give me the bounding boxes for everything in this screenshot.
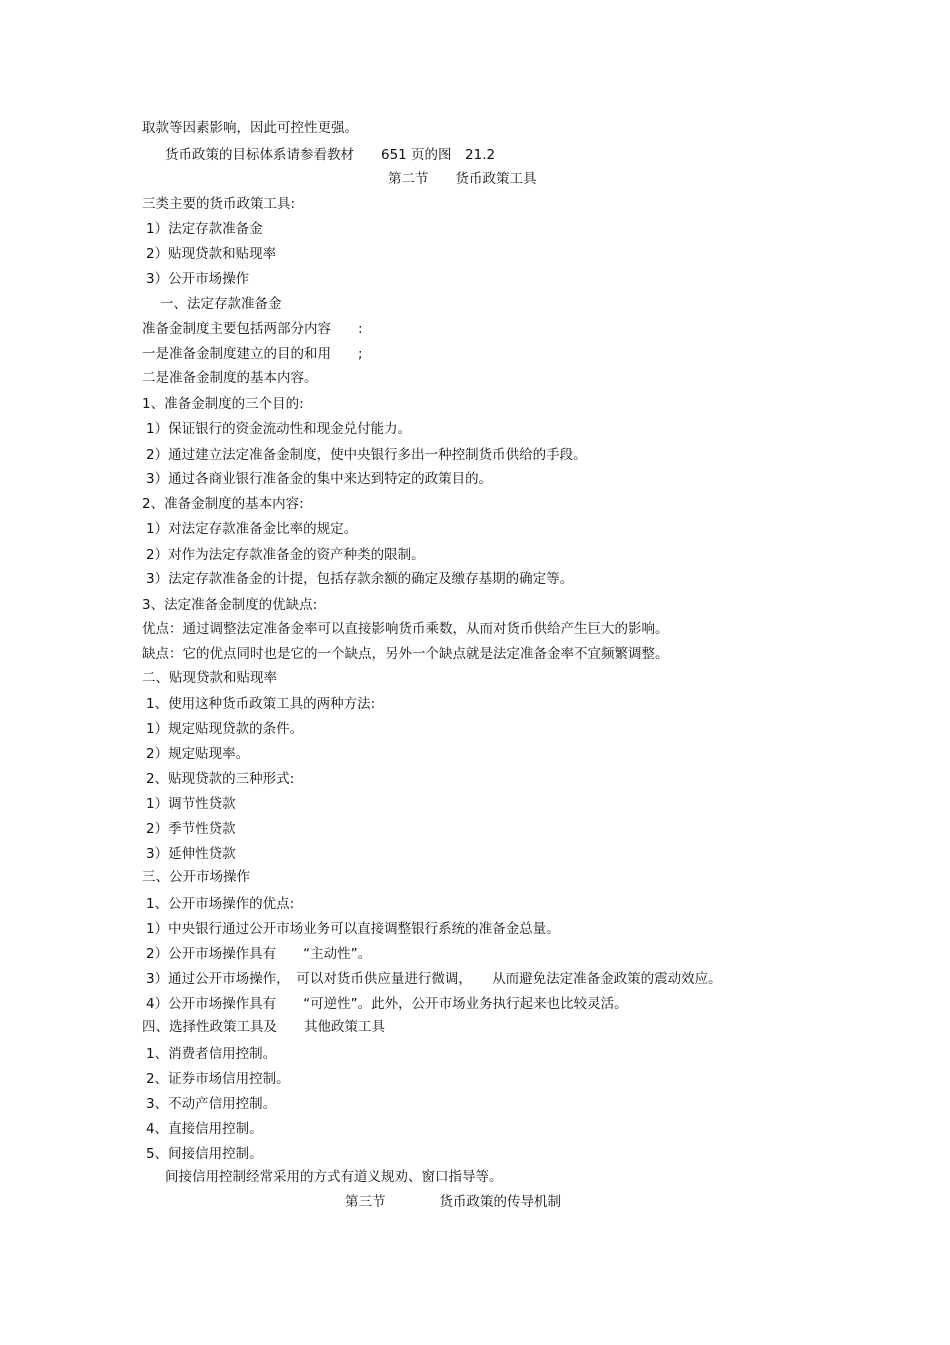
section-heading: 第二节 货币政策工具 — [388, 171, 537, 187]
text-line: 优点：通过调整法定准备金率可以直接影响货币乘数，从而对货币供给产生巨大的影响。 — [142, 621, 669, 637]
list-item: 3）公开市场操作 — [146, 271, 250, 287]
subheading: 二、贴现贷款和贴现率 — [142, 670, 277, 686]
text-line: 一是准备金制度建立的目的和用 ; — [142, 346, 363, 362]
text-line: 准备金制度主要包括两部分内容 : — [142, 321, 363, 337]
subheading: 三、公开市场操作 — [142, 869, 250, 885]
list-item: 3、不动产信用控制。 — [146, 1096, 277, 1112]
list-item: 4、直接信用控制。 — [146, 1121, 263, 1137]
list-item: 1）对法定存款准备金比率的规定。 — [146, 521, 358, 537]
list-item: 1）保证银行的资金流动性和现金兑付能力。 — [146, 421, 412, 437]
list-item: 5、间接信用控制。 — [146, 1146, 263, 1162]
text-line: 间接信用控制经常采用的方式有道义规劝、窗口指导等。 — [165, 1169, 503, 1185]
list-item: 2、证券市场信用控制。 — [146, 1071, 290, 1087]
list-item: 1）中央银行通过公开市场业务可以直接调整银行系统的准备金总量。 — [146, 921, 560, 937]
list-item: 2）规定贴现率。 — [146, 746, 250, 762]
list-item: 4）公开市场操作具有 “可逆性”。此外，公开市场业务执行起来也比较灵活。 — [146, 996, 628, 1012]
text-line: 2、贴现贷款的三种形式: — [146, 771, 295, 787]
list-item: 2）公开市场操作具有 “主动性”。 — [146, 946, 372, 962]
list-item: 1、消费者信用控制。 — [146, 1046, 277, 1062]
list-item: 3）法定存款准备金的计提，包括存款余额的确定及缴存基期的确定等。 — [146, 571, 574, 587]
list-item: 3）延伸性贷款 — [146, 846, 236, 862]
list-item: 1）法定存款准备金 — [146, 221, 263, 237]
text-line: 1、使用这种货币政策工具的两种方法: — [146, 696, 376, 712]
subheading: 一、法定存款准备金 — [160, 296, 282, 312]
text-line: 取款等因素影响，因此可控性更强。 — [142, 120, 358, 136]
list-item: 2）贴现贷款和贴现率 — [146, 246, 277, 262]
text-line: 3、法定准备金制度的优缺点: — [142, 597, 318, 613]
list-item: 2）通过建立法定准备金制度，使中央银行多出一种控制货币供给的手段。 — [146, 447, 587, 463]
text-line: 三类主要的货币政策工具: — [142, 196, 296, 212]
text-line: 2、准备金制度的基本内容: — [142, 496, 304, 512]
list-item: 2）对作为法定存款准备金的资产种类的限制。 — [146, 547, 425, 563]
text-line: 二是准备金制度的基本内容。 — [142, 370, 318, 386]
list-item: 1）调节性贷款 — [146, 796, 236, 812]
list-item: 2）季节性贷款 — [146, 821, 236, 837]
list-item: 3）通过各商业银行准备金的集中来达到特定的政策目的。 — [146, 471, 493, 487]
text-line: 缺点：它的优点同时也是它的一个缺点，另外一个缺点就是法定准备金率不宜频繁调整。 — [142, 646, 669, 662]
list-item: 1）规定贴现贷款的条件。 — [146, 721, 304, 737]
section-heading: 第三节 货币政策的传导机制 — [345, 1194, 561, 1210]
subheading: 四、选择性政策工具及 其他政策工具 — [142, 1019, 385, 1035]
text-line: 1、准备金制度的三个目的: — [142, 396, 304, 412]
list-item: 3）通过公开市场操作， 可以对货币供应量进行微调， 从而避免法定准备金政策的震动效应。 — [146, 971, 722, 987]
text-line: 1、公开市场操作的优点: — [146, 896, 295, 912]
text-line: 货币政策的目标体系请参看教材 651 页的图 21.2 — [165, 147, 496, 163]
